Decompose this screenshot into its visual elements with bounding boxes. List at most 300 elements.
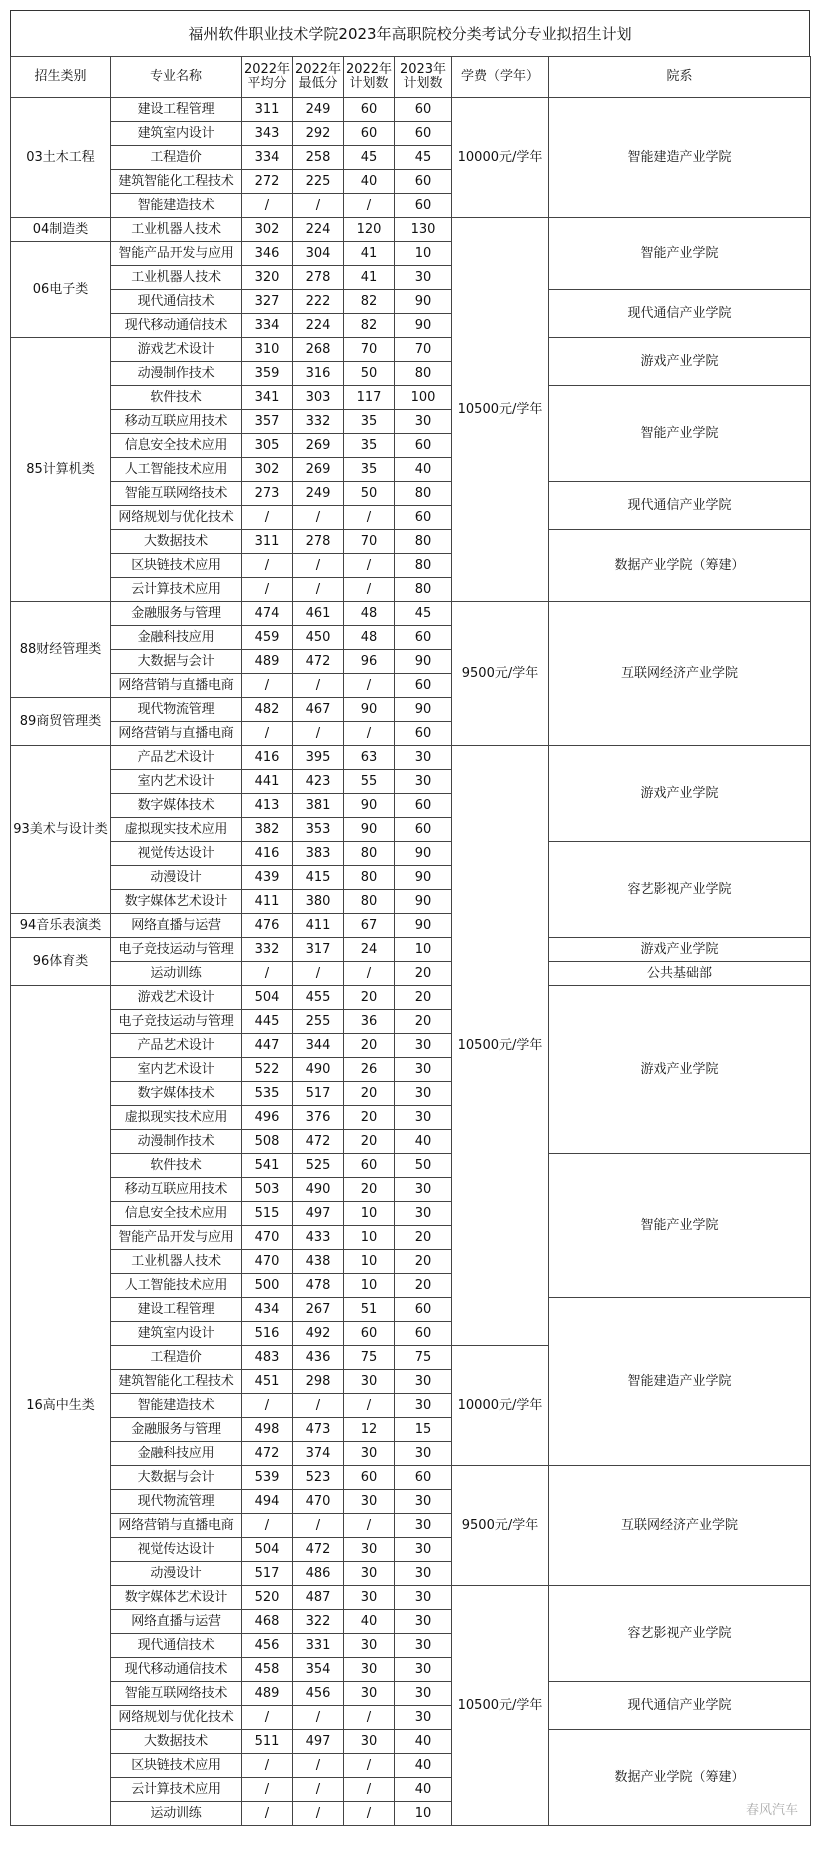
plan-2022-cell: / <box>344 674 395 698</box>
plan-2023-cell: 60 <box>395 722 452 746</box>
plan-2022-cell: 20 <box>344 1130 395 1154</box>
avg-2022-cell: 341 <box>242 386 293 410</box>
avg-2022-cell: 302 <box>242 458 293 482</box>
plan-2022-cell: 67 <box>344 914 395 938</box>
header-fee: 学费（学年） <box>452 57 549 98</box>
plan-2022-cell: 10 <box>344 1226 395 1250</box>
min-2022-cell: 478 <box>293 1274 344 1298</box>
plan-2022-cell: 12 <box>344 1418 395 1442</box>
plan-2023-cell: 90 <box>395 866 452 890</box>
plan-2022-cell: 41 <box>344 242 395 266</box>
fee-cell: 9500元/学年 <box>452 602 549 746</box>
plan-2023-cell: 40 <box>395 1130 452 1154</box>
plan-2022-cell: 60 <box>344 98 395 122</box>
min-2022-cell: 472 <box>293 1538 344 1562</box>
major-name-cell: 产品艺术设计 <box>111 1034 242 1058</box>
category-cell: 88财经管理类 <box>11 602 111 698</box>
plan-2023-cell: 60 <box>395 626 452 650</box>
plan-2023-cell: 80 <box>395 530 452 554</box>
plan-2023-cell: 90 <box>395 650 452 674</box>
major-name-cell: 工业机器人技术 <box>111 266 242 290</box>
plan-2022-cell: 36 <box>344 1010 395 1034</box>
plan-2023-cell: 60 <box>395 194 452 218</box>
major-name-cell: 现代通信技术 <box>111 1634 242 1658</box>
min-2022-cell: 269 <box>293 434 344 458</box>
avg-2022-cell: / <box>242 578 293 602</box>
plan-2022-cell: / <box>344 554 395 578</box>
min-2022-cell: / <box>293 1706 344 1730</box>
major-name-cell: 电子竞技运动与管理 <box>111 938 242 962</box>
table-row <box>11 290 811 314</box>
major-name-cell: 数字媒体技术 <box>111 1082 242 1106</box>
min-2022-cell: 303 <box>293 386 344 410</box>
plan-2022-cell: 60 <box>344 122 395 146</box>
min-2022-cell: 322 <box>293 1610 344 1634</box>
avg-2022-cell: 494 <box>242 1490 293 1514</box>
major-name-cell: 移动互联应用技术 <box>111 1178 242 1202</box>
plan-2022-cell: 35 <box>344 434 395 458</box>
plan-2022-cell: 20 <box>344 1106 395 1130</box>
major-name-cell: 产品艺术设计 <box>111 746 242 770</box>
school-cell: 现代通信产业学院 <box>549 1682 811 1730</box>
major-name-cell: 大数据与会计 <box>111 1466 242 1490</box>
avg-2022-cell: 482 <box>242 698 293 722</box>
min-2022-cell: 472 <box>293 1130 344 1154</box>
major-name-cell: 工业机器人技术 <box>111 1250 242 1274</box>
min-2022-cell: 395 <box>293 746 344 770</box>
table-row <box>11 986 811 1010</box>
plan-2023-cell: 80 <box>395 362 452 386</box>
min-2022-cell: 224 <box>293 218 344 242</box>
plan-2023-cell: 30 <box>395 1706 452 1730</box>
table-row <box>11 842 811 866</box>
min-2022-cell: 490 <box>293 1178 344 1202</box>
min-2022-cell: 304 <box>293 242 344 266</box>
avg-2022-cell: 305 <box>242 434 293 458</box>
plan-2022-cell: 30 <box>344 1538 395 1562</box>
major-name-cell: 网络营销与直播电商 <box>111 722 242 746</box>
major-name-cell: 信息安全技术应用 <box>111 1202 242 1226</box>
avg-2022-cell: 520 <box>242 1586 293 1610</box>
major-name-cell: 信息安全技术应用 <box>111 434 242 458</box>
category-cell: 93美术与设计类 <box>11 746 111 914</box>
avg-2022-cell: 359 <box>242 362 293 386</box>
table-row <box>11 530 811 554</box>
plan-2022-cell: 55 <box>344 770 395 794</box>
major-name-cell: 数字媒体技术 <box>111 794 242 818</box>
plan-2022-cell: / <box>344 1754 395 1778</box>
plan-2023-cell: 30 <box>395 410 452 434</box>
min-2022-cell: 492 <box>293 1322 344 1346</box>
table-header-row <box>11 57 811 98</box>
major-name-cell: 动漫制作技术 <box>111 1130 242 1154</box>
avg-2022-cell: 456 <box>242 1634 293 1658</box>
avg-2022-cell: / <box>242 1778 293 1802</box>
plan-2023-cell: 30 <box>395 1538 452 1562</box>
plan-2023-cell: 40 <box>395 1778 452 1802</box>
school-cell: 数据产业学院（筹建） <box>549 1730 811 1826</box>
table-row <box>11 386 811 410</box>
plan-2023-cell: 20 <box>395 1274 452 1298</box>
min-2022-cell: 224 <box>293 314 344 338</box>
plan-2022-cell: / <box>344 1706 395 1730</box>
avg-2022-cell: 508 <box>242 1130 293 1154</box>
min-2022-cell: 278 <box>293 266 344 290</box>
min-2022-cell: 298 <box>293 1370 344 1394</box>
avg-2022-cell: 382 <box>242 818 293 842</box>
min-2022-cell: 255 <box>293 1010 344 1034</box>
avg-2022-cell: 413 <box>242 794 293 818</box>
plan-2023-cell: 30 <box>395 1394 452 1418</box>
plan-2022-cell: 90 <box>344 698 395 722</box>
plan-2023-cell: 60 <box>395 98 452 122</box>
category-cell: 94音乐表演类 <box>11 914 111 938</box>
plan-2023-cell: 20 <box>395 1226 452 1250</box>
plan-2022-cell: / <box>344 578 395 602</box>
avg-2022-cell: 468 <box>242 1610 293 1634</box>
avg-2022-cell: 458 <box>242 1658 293 1682</box>
major-name-cell: 室内艺术设计 <box>111 770 242 794</box>
plan-2022-cell: 30 <box>344 1658 395 1682</box>
plan-2023-cell: 90 <box>395 890 452 914</box>
plan-2023-cell: 30 <box>395 1106 452 1130</box>
plan-2023-cell: 20 <box>395 1010 452 1034</box>
plan-2023-cell: 20 <box>395 986 452 1010</box>
major-name-cell: 现代移动通信技术 <box>111 1658 242 1682</box>
avg-2022-cell: / <box>242 962 293 986</box>
avg-2022-cell: / <box>242 1394 293 1418</box>
header-avg-2022: 2022年平均分 <box>242 57 293 98</box>
avg-2022-cell: 434 <box>242 1298 293 1322</box>
school-cell: 互联网经济产业学院 <box>549 602 811 746</box>
category-cell: 03土木工程 <box>11 98 111 218</box>
plan-2022-cell: 80 <box>344 890 395 914</box>
min-2022-cell: 490 <box>293 1058 344 1082</box>
plan-2022-cell: 120 <box>344 218 395 242</box>
school-cell: 游戏产业学院 <box>549 338 811 386</box>
school-cell: 游戏产业学院 <box>549 746 811 842</box>
table-row <box>11 962 811 986</box>
min-2022-cell: 353 <box>293 818 344 842</box>
min-2022-cell: 225 <box>293 170 344 194</box>
plan-2022-cell: 30 <box>344 1682 395 1706</box>
major-name-cell: 建筑智能化工程技术 <box>111 1370 242 1394</box>
min-2022-cell: 423 <box>293 770 344 794</box>
min-2022-cell: / <box>293 1754 344 1778</box>
watermark-text: 春风汽车 <box>745 1803 798 1818</box>
avg-2022-cell: / <box>242 194 293 218</box>
plan-2023-cell: 15 <box>395 1418 452 1442</box>
major-name-cell: 智能产品开发与应用 <box>111 1226 242 1250</box>
plan-2022-cell: 90 <box>344 794 395 818</box>
avg-2022-cell: 310 <box>242 338 293 362</box>
avg-2022-cell: 522 <box>242 1058 293 1082</box>
plan-2022-cell: 117 <box>344 386 395 410</box>
major-name-cell: 智能建造技术 <box>111 1394 242 1418</box>
min-2022-cell: 411 <box>293 914 344 938</box>
min-2022-cell: 269 <box>293 458 344 482</box>
avg-2022-cell: 541 <box>242 1154 293 1178</box>
min-2022-cell: 354 <box>293 1658 344 1682</box>
major-name-cell: 金融服务与管理 <box>111 602 242 626</box>
avg-2022-cell: 535 <box>242 1082 293 1106</box>
avg-2022-cell: / <box>242 722 293 746</box>
avg-2022-cell: 539 <box>242 1466 293 1490</box>
plan-2023-cell: 60 <box>395 506 452 530</box>
major-name-cell: 金融科技应用 <box>111 626 242 650</box>
min-2022-cell: 450 <box>293 626 344 650</box>
min-2022-cell: / <box>293 1394 344 1418</box>
plan-2022-cell: 63 <box>344 746 395 770</box>
avg-2022-cell: 311 <box>242 98 293 122</box>
avg-2022-cell: 517 <box>242 1562 293 1586</box>
major-name-cell: 大数据技术 <box>111 1730 242 1754</box>
plan-2023-cell: 30 <box>395 1586 452 1610</box>
plan-2023-cell: 30 <box>395 1514 452 1538</box>
plan-2023-cell: 10 <box>395 938 452 962</box>
major-name-cell: 工程造价 <box>111 146 242 170</box>
plan-2023-cell: 90 <box>395 290 452 314</box>
min-2022-cell: 497 <box>293 1730 344 1754</box>
min-2022-cell: / <box>293 578 344 602</box>
min-2022-cell: 381 <box>293 794 344 818</box>
plan-2022-cell: 80 <box>344 866 395 890</box>
min-2022-cell: / <box>293 194 344 218</box>
table-row <box>11 338 811 362</box>
major-name-cell: 工程造价 <box>111 1346 242 1370</box>
min-2022-cell: 380 <box>293 890 344 914</box>
plan-2023-cell: 30 <box>395 1370 452 1394</box>
avg-2022-cell: / <box>242 1514 293 1538</box>
avg-2022-cell: 504 <box>242 1538 293 1562</box>
major-name-cell: 建设工程管理 <box>111 1298 242 1322</box>
fee-cell: 10000元/学年 <box>452 1346 549 1466</box>
table-row <box>11 1682 811 1706</box>
plan-2022-cell: / <box>344 506 395 530</box>
fee-cell: 9500元/学年 <box>452 1466 549 1586</box>
plan-2022-cell: 60 <box>344 1322 395 1346</box>
min-2022-cell: 467 <box>293 698 344 722</box>
avg-2022-cell: 451 <box>242 1370 293 1394</box>
plan-2023-cell: 30 <box>395 1490 452 1514</box>
plan-2023-cell: 100 <box>395 386 452 410</box>
plan-2023-cell: 60 <box>395 1298 452 1322</box>
category-cell: 16高中生类 <box>11 986 111 1826</box>
plan-2023-cell: 40 <box>395 1730 452 1754</box>
plan-2022-cell: 30 <box>344 1730 395 1754</box>
major-name-cell: 人工智能技术应用 <box>111 458 242 482</box>
avg-2022-cell: 476 <box>242 914 293 938</box>
plan-2022-cell: 50 <box>344 482 395 506</box>
plan-2023-cell: 40 <box>395 458 452 482</box>
plan-2023-cell: 60 <box>395 1322 452 1346</box>
avg-2022-cell: 416 <box>242 842 293 866</box>
major-name-cell: 区块链技术应用 <box>111 554 242 578</box>
min-2022-cell: 249 <box>293 482 344 506</box>
plan-2022-cell: 82 <box>344 314 395 338</box>
avg-2022-cell: 470 <box>242 1250 293 1274</box>
plan-2023-cell: 80 <box>395 578 452 602</box>
major-name-cell: 大数据与会计 <box>111 650 242 674</box>
fee-cell: 10500元/学年 <box>452 746 549 1346</box>
plan-2022-cell: 60 <box>344 1154 395 1178</box>
plan-2023-cell: 45 <box>395 146 452 170</box>
major-name-cell: 软件技术 <box>111 1154 242 1178</box>
avg-2022-cell: 474 <box>242 602 293 626</box>
plan-2022-cell: / <box>344 722 395 746</box>
school-cell: 现代通信产业学院 <box>549 290 811 338</box>
avg-2022-cell: 472 <box>242 1442 293 1466</box>
plan-2022-cell: / <box>344 1778 395 1802</box>
plan-2022-cell: 48 <box>344 626 395 650</box>
avg-2022-cell: 489 <box>242 650 293 674</box>
min-2022-cell: 461 <box>293 602 344 626</box>
min-2022-cell: 473 <box>293 1418 344 1442</box>
table-row <box>11 482 811 506</box>
plan-2023-cell: 30 <box>395 1682 452 1706</box>
plan-2022-cell: 50 <box>344 362 395 386</box>
major-name-cell: 动漫设计 <box>111 866 242 890</box>
avg-2022-cell: 515 <box>242 1202 293 1226</box>
avg-2022-cell: 416 <box>242 746 293 770</box>
plan-2023-cell: 40 <box>395 1754 452 1778</box>
min-2022-cell: / <box>293 1778 344 1802</box>
school-cell: 智能建造产业学院 <box>549 1298 811 1466</box>
major-name-cell: 云计算技术应用 <box>111 1778 242 1802</box>
table-row <box>11 1298 811 1322</box>
plan-2023-cell: 60 <box>395 674 452 698</box>
plan-2023-cell: 30 <box>395 1610 452 1634</box>
plan-2022-cell: 60 <box>344 1466 395 1490</box>
avg-2022-cell: 311 <box>242 530 293 554</box>
avg-2022-cell: 500 <box>242 1274 293 1298</box>
major-name-cell: 运动训练 <box>111 1802 242 1826</box>
min-2022-cell: 222 <box>293 290 344 314</box>
avg-2022-cell: 504 <box>242 986 293 1010</box>
category-cell: 96体育类 <box>11 938 111 986</box>
avg-2022-cell: 343 <box>242 122 293 146</box>
min-2022-cell: 438 <box>293 1250 344 1274</box>
table-row <box>11 938 811 962</box>
plan-2023-cell: 20 <box>395 1250 452 1274</box>
plan-2022-cell: 82 <box>344 290 395 314</box>
min-2022-cell: / <box>293 554 344 578</box>
plan-2022-cell: 70 <box>344 338 395 362</box>
school-cell: 游戏产业学院 <box>549 986 811 1154</box>
category-cell: 89商贸管理类 <box>11 698 111 746</box>
major-name-cell: 游戏艺术设计 <box>111 338 242 362</box>
plan-2023-cell: 30 <box>395 1442 452 1466</box>
plan-2022-cell: 30 <box>344 1562 395 1586</box>
major-name-cell: 数字媒体艺术设计 <box>111 1586 242 1610</box>
min-2022-cell: 472 <box>293 650 344 674</box>
plan-2022-cell: 75 <box>344 1346 395 1370</box>
avg-2022-cell: 334 <box>242 314 293 338</box>
avg-2022-cell: / <box>242 506 293 530</box>
avg-2022-cell: 441 <box>242 770 293 794</box>
plan-2023-cell: 90 <box>395 842 452 866</box>
plan-2022-cell: 90 <box>344 818 395 842</box>
avg-2022-cell: / <box>242 1754 293 1778</box>
plan-2022-cell: 80 <box>344 842 395 866</box>
major-name-cell: 建筑室内设计 <box>111 1322 242 1346</box>
major-name-cell: 室内艺术设计 <box>111 1058 242 1082</box>
plan-2023-cell: 45 <box>395 602 452 626</box>
plan-2023-cell: 90 <box>395 698 452 722</box>
plan-2022-cell: 41 <box>344 266 395 290</box>
min-2022-cell: / <box>293 1802 344 1826</box>
min-2022-cell: 278 <box>293 530 344 554</box>
fee-cell: 10500元/学年 <box>452 1586 549 1826</box>
plan-2023-cell: 60 <box>395 434 452 458</box>
min-2022-cell: / <box>293 506 344 530</box>
avg-2022-cell: 320 <box>242 266 293 290</box>
min-2022-cell: 344 <box>293 1034 344 1058</box>
min-2022-cell: 433 <box>293 1226 344 1250</box>
plan-2023-cell: 90 <box>395 314 452 338</box>
table-body <box>11 98 811 1826</box>
plan-2022-cell: 35 <box>344 458 395 482</box>
min-2022-cell: 470 <box>293 1490 344 1514</box>
min-2022-cell: 249 <box>293 98 344 122</box>
min-2022-cell: 486 <box>293 1562 344 1586</box>
plan-2023-cell: 60 <box>395 794 452 818</box>
major-name-cell: 现代移动通信技术 <box>111 314 242 338</box>
avg-2022-cell: / <box>242 674 293 698</box>
table-row <box>11 1586 811 1610</box>
header-plan-2022: 2022年计划数 <box>344 57 395 98</box>
plan-2022-cell: 20 <box>344 1082 395 1106</box>
avg-2022-cell: / <box>242 554 293 578</box>
min-2022-cell: 415 <box>293 866 344 890</box>
plan-2023-cell: 30 <box>395 266 452 290</box>
min-2022-cell: 455 <box>293 986 344 1010</box>
min-2022-cell: 456 <box>293 1682 344 1706</box>
plan-2023-cell: 80 <box>395 482 452 506</box>
plan-2022-cell: / <box>344 962 395 986</box>
table-row <box>11 746 811 770</box>
plan-2023-cell: 10 <box>395 1802 452 1826</box>
document-title: 福州软件职业技术学院2023年高职院校分类考试分专业拟招生计划 <box>10 10 810 56</box>
min-2022-cell: / <box>293 1514 344 1538</box>
major-name-cell: 网络规划与优化技术 <box>111 1706 242 1730</box>
school-cell: 互联网经济产业学院 <box>549 1466 811 1586</box>
major-name-cell: 网络营销与直播电商 <box>111 1514 242 1538</box>
avg-2022-cell: 447 <box>242 1034 293 1058</box>
min-2022-cell: 316 <box>293 362 344 386</box>
major-name-cell: 动漫制作技术 <box>111 362 242 386</box>
plan-2023-cell: 30 <box>395 1634 452 1658</box>
major-name-cell: 建筑室内设计 <box>111 122 242 146</box>
plan-2022-cell: 40 <box>344 1610 395 1634</box>
min-2022-cell: 331 <box>293 1634 344 1658</box>
min-2022-cell: 525 <box>293 1154 344 1178</box>
major-name-cell: 智能互联网络技术 <box>111 1682 242 1706</box>
avg-2022-cell: 459 <box>242 626 293 650</box>
major-name-cell: 虚拟现实技术应用 <box>111 818 242 842</box>
plan-2022-cell: 10 <box>344 1250 395 1274</box>
category-cell: 06电子类 <box>11 242 111 338</box>
min-2022-cell: 317 <box>293 938 344 962</box>
plan-2023-cell: 70 <box>395 338 452 362</box>
major-name-cell: 金融科技应用 <box>111 1442 242 1466</box>
min-2022-cell: 376 <box>293 1106 344 1130</box>
header-category: 招生类别 <box>11 57 111 98</box>
min-2022-cell: 374 <box>293 1442 344 1466</box>
min-2022-cell: 436 <box>293 1346 344 1370</box>
plan-2023-cell: 30 <box>395 1058 452 1082</box>
plan-2023-cell: 30 <box>395 746 452 770</box>
